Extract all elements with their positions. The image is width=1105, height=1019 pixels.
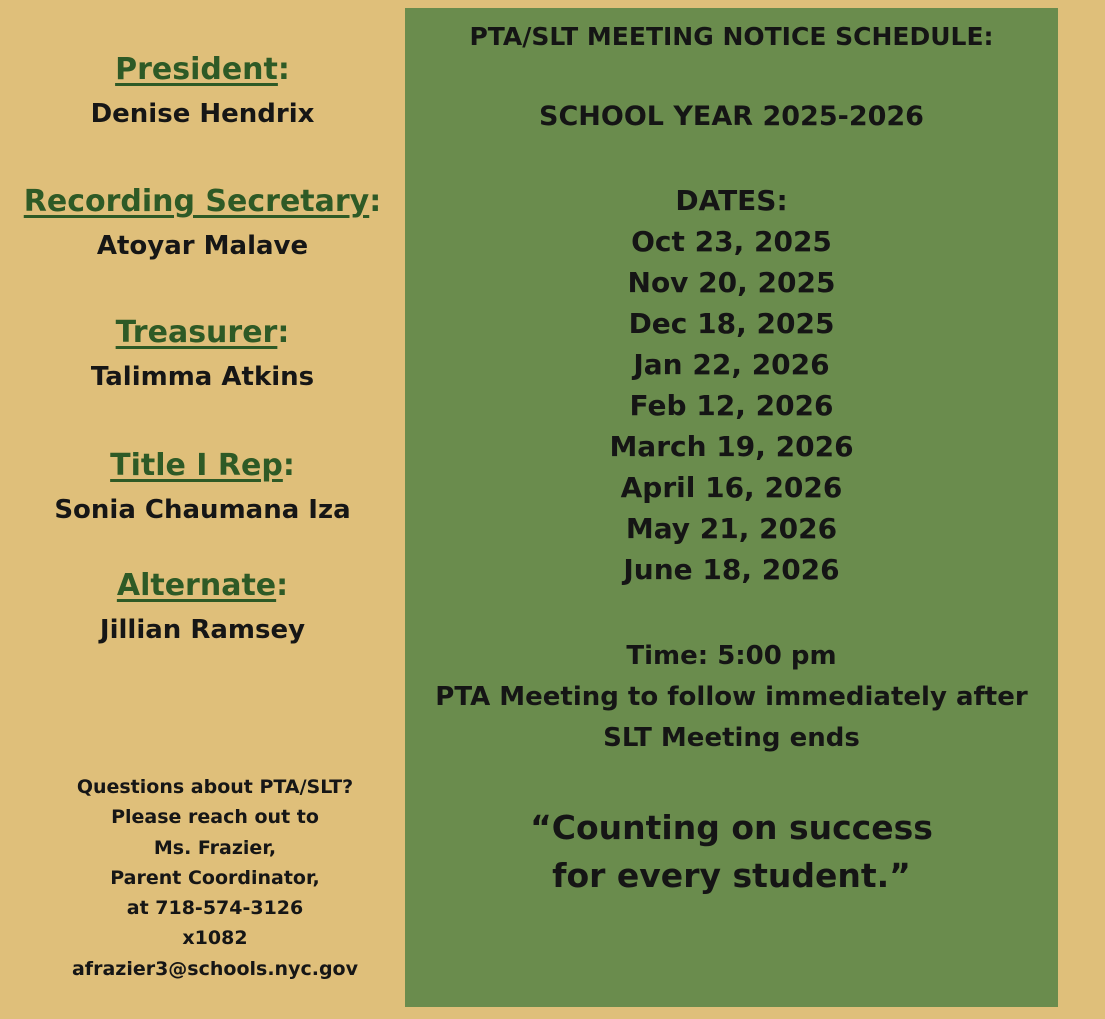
meeting-follow-note-end: SLT Meeting ends xyxy=(603,723,860,753)
officer-title-text: Title I Rep xyxy=(110,448,283,483)
officer-name: Jillian Ramsey xyxy=(99,615,306,645)
officers-column xyxy=(0,0,405,1019)
officer-title: Recording Secretary: xyxy=(23,184,382,219)
meeting-follow-note: PTA Meeting to follow immediately after xyxy=(435,682,1028,712)
officer-title-text: Alternate xyxy=(116,568,277,603)
date-item: April 16, 2026 xyxy=(620,471,843,504)
dates-list xyxy=(405,180,1058,590)
officer-title-text: President xyxy=(115,52,278,87)
contact-reach-out: Please reach out to xyxy=(111,806,319,829)
date-item: March 19, 2026 xyxy=(609,430,854,463)
contact-person: Ms. Frazier, xyxy=(153,836,277,859)
officer-alternate xyxy=(0,567,405,647)
officer-title: Treasurer: xyxy=(115,315,290,350)
officer-recording-secretary xyxy=(0,183,405,263)
dates-label: DATES: xyxy=(675,184,788,217)
date-item: June 18, 2026 xyxy=(623,553,840,586)
officer-title-text: Recording Secretary xyxy=(23,184,370,219)
contact-email-link[interactable]: afrazier3@schools.nyc.gov xyxy=(71,957,358,980)
date-item: Dec 18, 2025 xyxy=(628,307,835,340)
date-item: Feb 12, 2026 xyxy=(629,389,834,422)
meeting-info xyxy=(405,636,1058,759)
officer-name: Atoyar Malave xyxy=(96,231,309,261)
officer-treasurer xyxy=(0,314,405,394)
contact-role: Parent Coordinator, xyxy=(110,866,320,889)
officer-name: Denise Hendrix xyxy=(90,99,315,129)
schedule-title: PTA/SLT MEETING NOTICE SCHEDULE: xyxy=(469,22,994,51)
officer-title: Title I Rep: xyxy=(110,448,295,483)
contact-phone[interactable]: at 718-574-3126 xyxy=(126,897,304,920)
schedule-panel xyxy=(405,8,1058,1007)
contact-info xyxy=(0,772,430,984)
officer-title-i-rep xyxy=(0,447,405,527)
date-item: Nov 20, 2025 xyxy=(627,266,836,299)
officer-title: Alternate: xyxy=(116,568,289,603)
contact-question: Questions about PTA/SLT? xyxy=(76,776,354,798)
officer-title: President: xyxy=(115,52,290,87)
motto-line: “Counting on success xyxy=(530,808,933,847)
meeting-time: Time: 5:00 pm xyxy=(626,641,837,671)
officer-president xyxy=(0,51,405,131)
date-item: Jan 22, 2026 xyxy=(633,348,830,381)
school-year: SCHOOL YEAR 2025-2026 xyxy=(539,101,924,132)
date-item: Oct 23, 2025 xyxy=(631,225,832,258)
date-item: May 21, 2026 xyxy=(625,512,838,545)
motto-line: for every student.” xyxy=(552,856,911,895)
officer-name: Sonia Chaumana Iza xyxy=(54,495,351,525)
school-motto xyxy=(405,804,1058,900)
officer-title-text: Treasurer xyxy=(115,315,278,350)
officer-name: Talimma Atkins xyxy=(90,362,315,392)
contact-extension: x1082 xyxy=(182,927,248,950)
